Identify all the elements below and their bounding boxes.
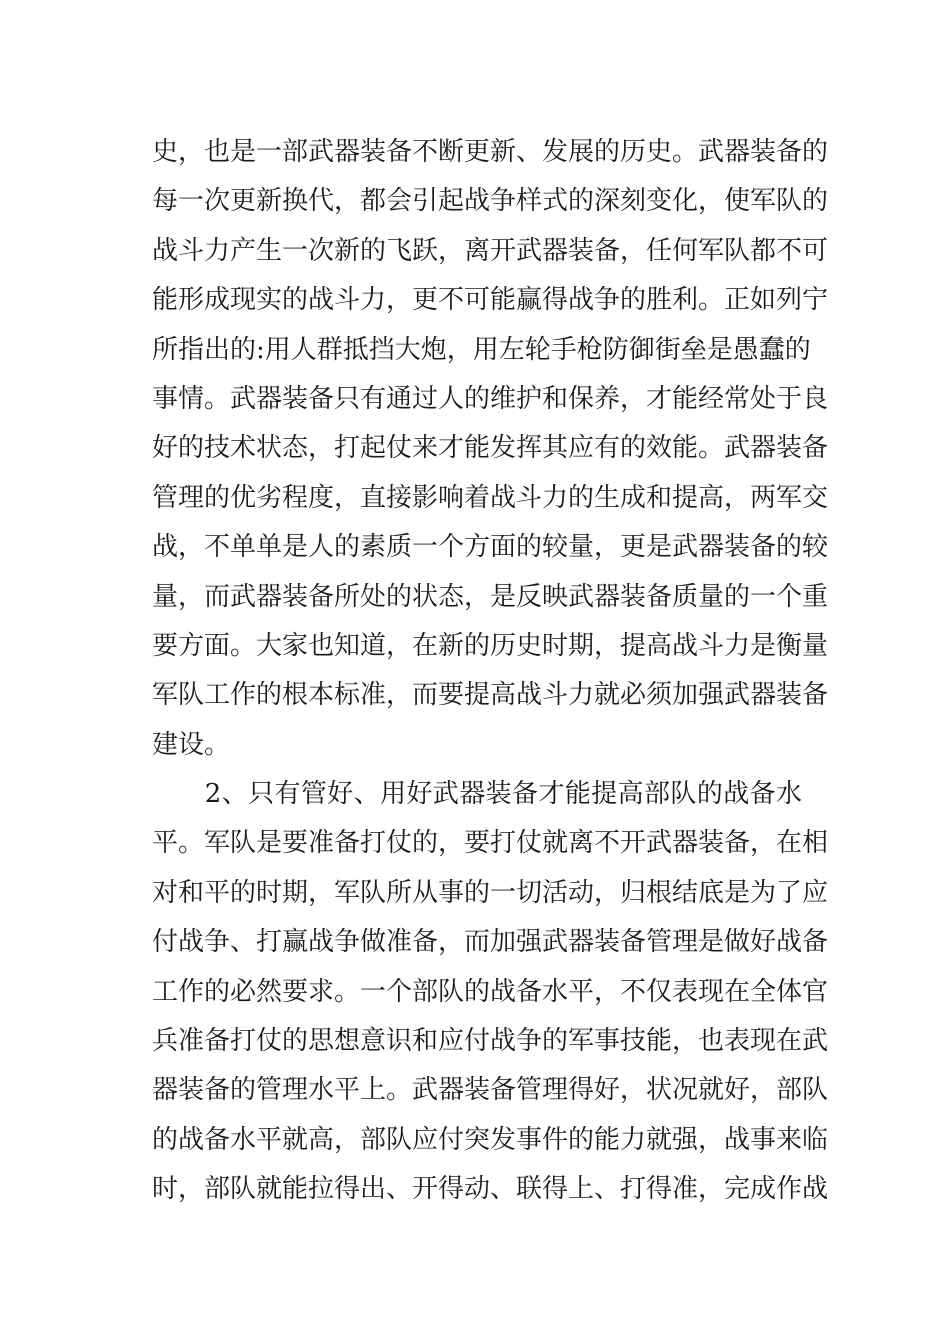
text-line: 的战备水平就高，部队应付突发事件的能力就强，战事来临 (152, 1124, 829, 1155)
text-line: 对和平的时期，军队所从事的一切活动，归根结底是为了应 (152, 877, 829, 908)
paragraph-start-line: 2、只有管好、用好武器装备才能提高部队的战备水 (152, 779, 802, 810)
text-line: 所指出的:用人群抵挡大炮，用左轮手枪防御街垒是愚蠢的 (152, 334, 811, 365)
text-line: 事情。武器装备只有通过人的维护和保养，才能经常处于良 (152, 383, 829, 414)
text-line: 器装备的管理水平上。武器装备管理得好，状况就好，部队 (152, 1075, 829, 1106)
text-line: 战斗力产生一次新的飞跃，离开武器装备，任何军队都不可 (152, 235, 829, 266)
body-text (152, 128, 829, 1215)
text-line: 每一次更新换代，都会引起战争样式的深刻变化，使军队的 (152, 186, 829, 217)
text-line: 好的技术状态，打起仗来才能发挥其应有的效能。武器装备 (152, 433, 829, 464)
text-line: 兵准备打仗的思想意识和应付战争的军事技能，也表现在武 (152, 1026, 829, 1057)
text-line: 时，部队就能拉得出、开得动、联得上、打得准，完成作战 (152, 1174, 829, 1205)
text-line: 战，不单单是人的素质一个方面的较量，更是武器装备的较 (152, 532, 829, 563)
paragraph-end-line: 建设。 (152, 729, 231, 760)
text-line: 能形成现实的战斗力，更不可能赢得战争的胜利。正如列宁 (152, 285, 829, 316)
text-line: 管理的优劣程度，直接影响着战斗力的生成和提高，两军交 (152, 482, 829, 513)
text-line: 量，而武器装备所处的状态，是反映武器装备质量的一个重 (152, 581, 829, 612)
text-line: 平。军队是要准备打仗的，要打仗就离不开武器装备，在相 (152, 828, 829, 859)
text-line: 军队工作的根本标准，而要提高战斗力就必须加强武器装备 (152, 680, 829, 711)
text-line: 要方面。大家也知道，在新的历史时期，提高战斗力是衡量 (152, 630, 829, 661)
text-line: 工作的必然要求。一个部队的战备水平，不仅表现在全体官 (152, 976, 829, 1007)
text-line: 史，也是一部武器装备不断更新、发展的历史。武器装备的 (152, 137, 829, 167)
text-line: 付战争、打赢战争做准备，而加强武器装备管理是做好战备 (152, 927, 829, 958)
